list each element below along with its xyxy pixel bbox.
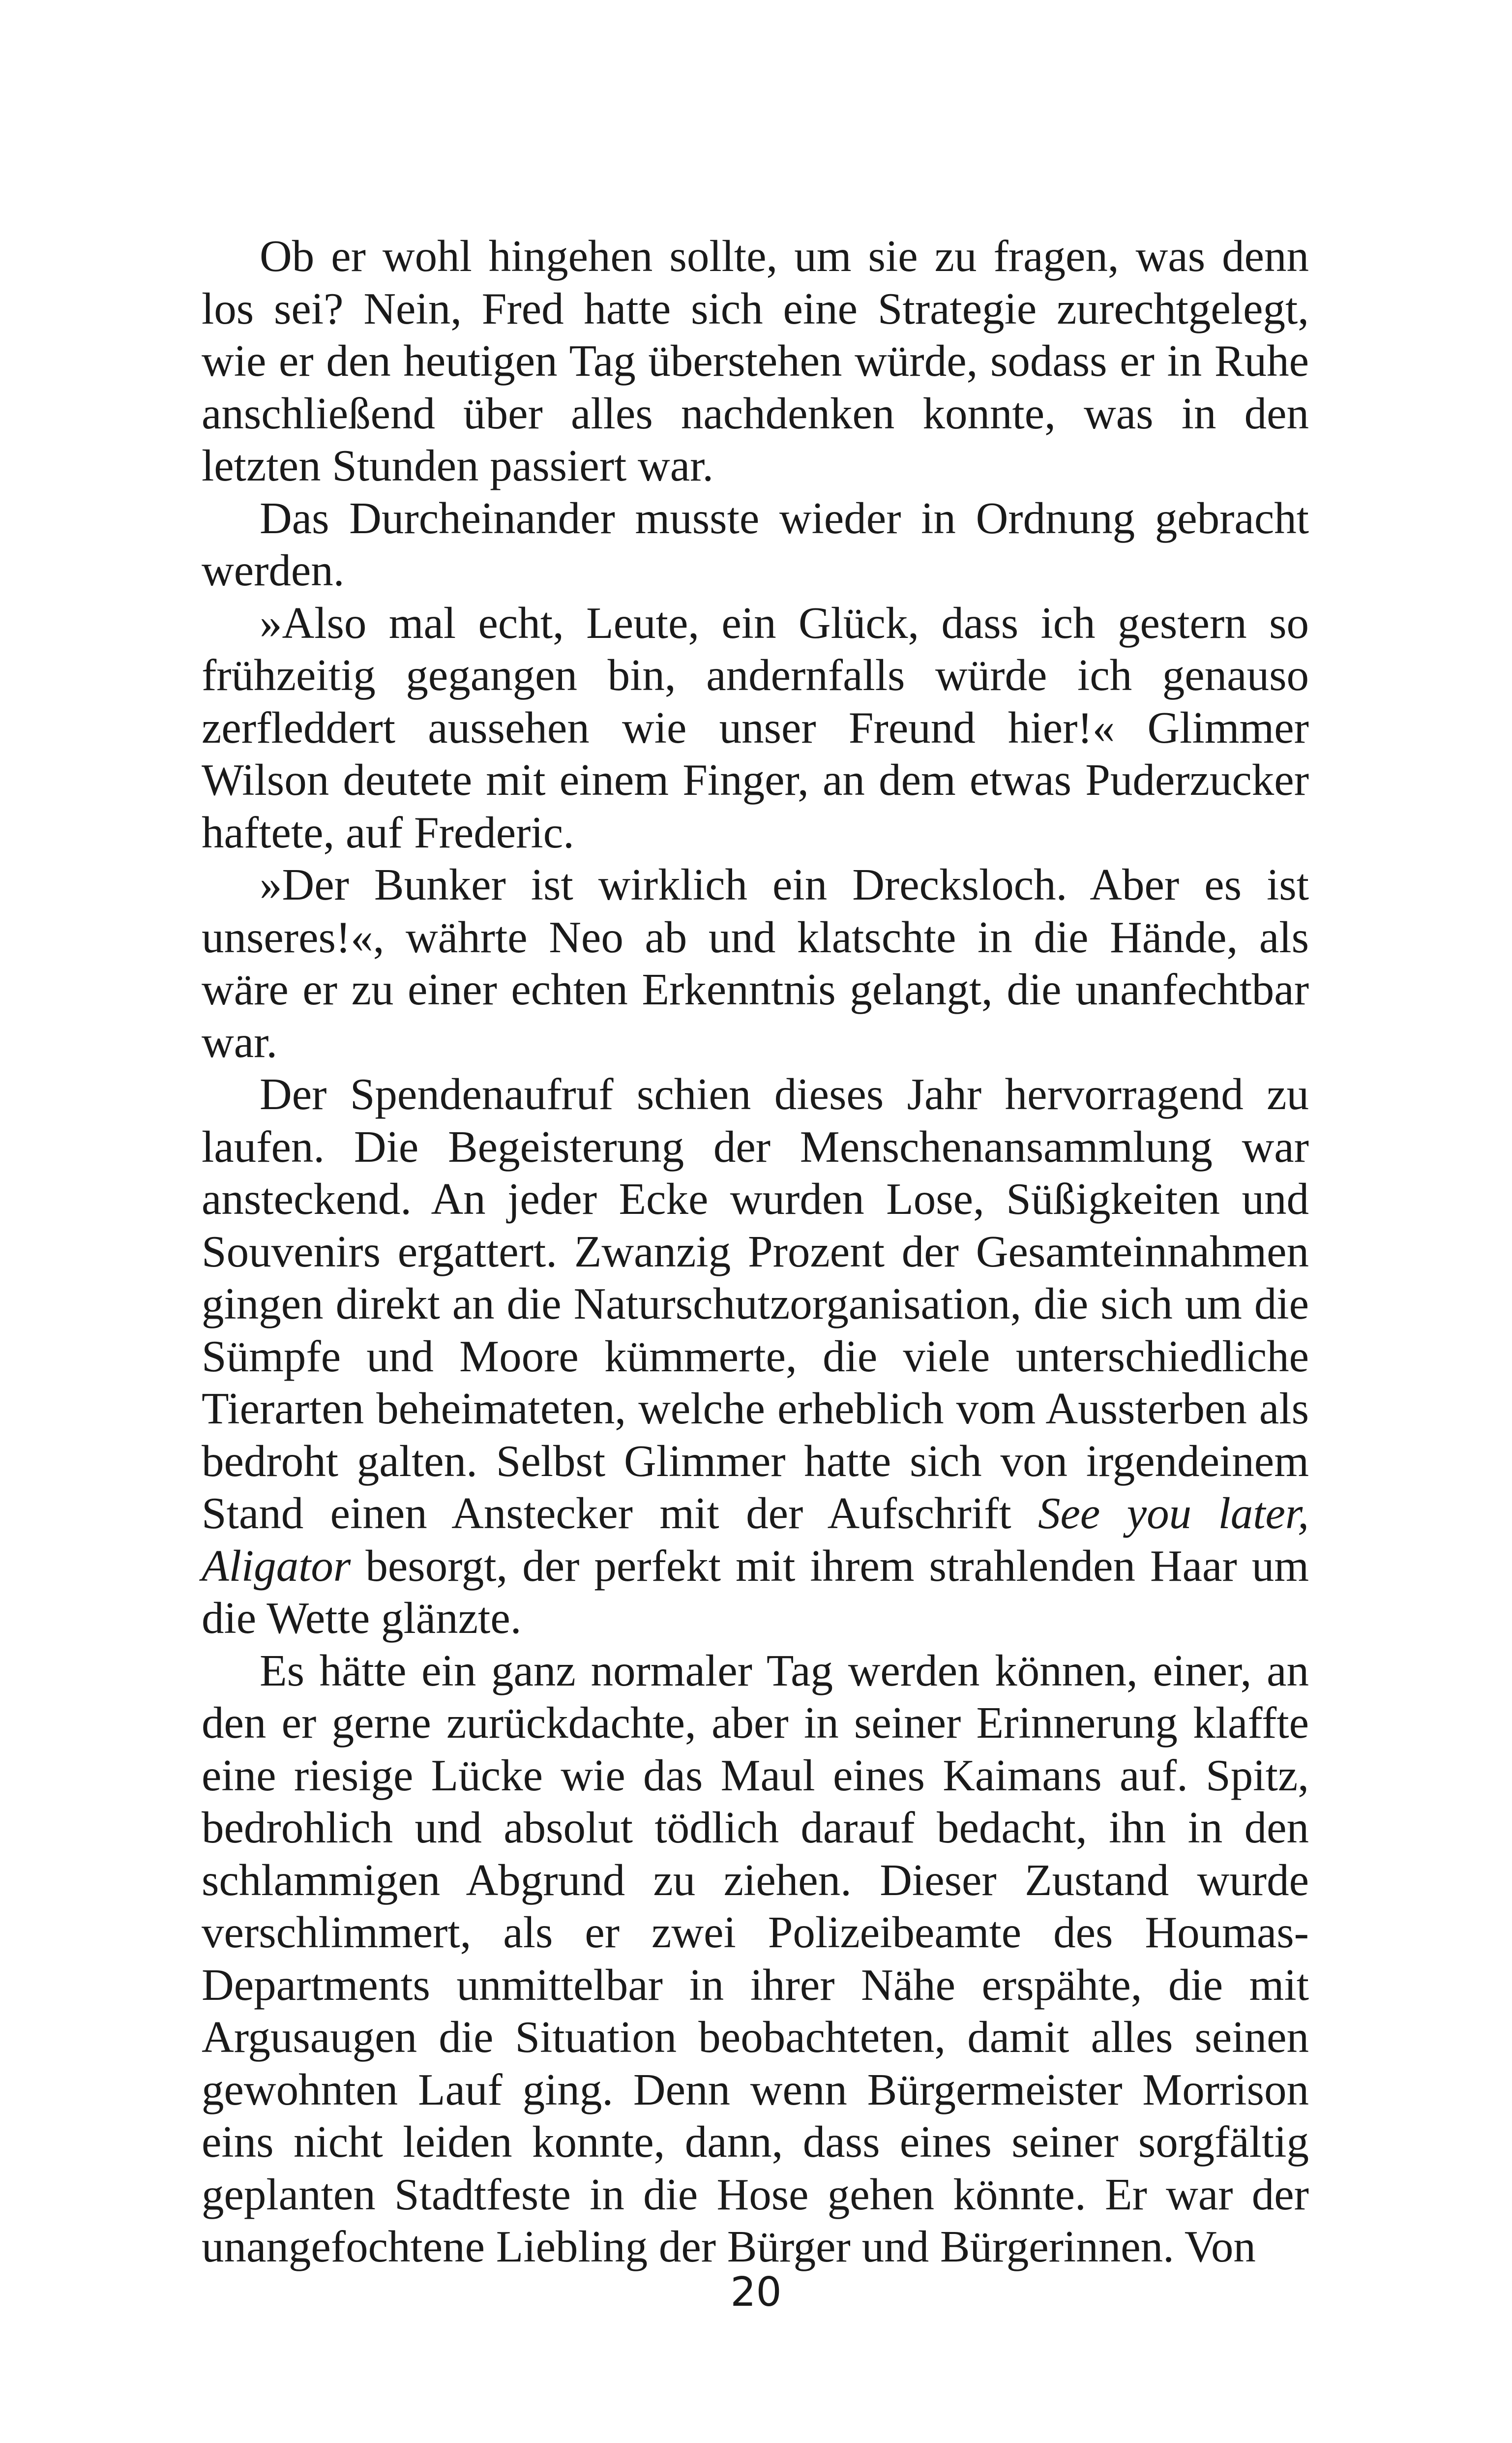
paragraph-5: [202, 1068, 1309, 1645]
paragraph-5-italic-phrase: See you later, Aligator: [202, 1488, 1309, 1591]
paragraph-1: Ob er wohl hingehen sollte, um sie zu fragen, was denn los sei? Nein, Fred hatte sich eine Strategie zurechtgelegt, wie er den heutigen Tag überstehen würde, sodass er in Ruhe anschließend über alles nachdenken konnte, was in den letzten Stunden passiert war.: [202, 231, 1309, 490]
body-text: [202, 230, 1309, 2273]
paragraph-6: Es hätte ein ganz normaler Tag werden können, einer, an den er gerne zurückdachte, aber in seiner Erinnerung klaffte eine riesige Lücke wie das Maul eines Kaimans auf. Spitz, bedrohlich und absolut tödlich darauf bedacht, ihn in den schlammigen Abgrund zu ziehen. Dieser Zustand wurde verschlimmert, als er zwei Polizeibeamte des Houmas-Departments unmittelbar in ihrer Nähe erspähte, die mit Argusaugen die Situation beobachteten, damit alles seinen gewohnten Lauf ging. Denn wenn Bürgermeister Morrison eins nicht leiden konnte, dann, dass eines seiner sorgfältig geplanten Stadtfeste in die Hose gehen könnte. Er war der unangefochtene Liebling der Bürger und Bürgerinnen. Von: [202, 1645, 1309, 2271]
paragraph-2: Das Durcheinander musste wieder in Ordnung gebracht werden.: [202, 493, 1309, 595]
paragraph-5-text-before: Der Spendenaufruf schien dieses Jahr hervorragend zu laufen. Die Begeisterung der Menschenansammlung war ansteckend. An jeder Ecke wurden Lose, Süßigkeiten und Souvenirs ergattert. Zwanzig Prozent der Gesamteinnahmen gingen direkt an die Naturschutzorganisation, die sich um die Sümpfe und Moore kümmerte, die viele unterschiedliche Tierarten beheimateten, welche erheblich vom Aussterben als bedroht galten. Selbst Glimmer hatte sich von irgendeinem Stand einen Anstecker mit der Aufschrift: [202, 1069, 1309, 1538]
paragraph-5-text-after: besorgt, der perfekt mit ihrem strahlenden Haar um die Wette glänzte.: [202, 1540, 1309, 1643]
paragraph-4: »Der Bunker ist wirklich ein Drecksloch. Aber es ist unseres!«, währte Neo ab und klatschte in die Hände, als wäre er zu einer echten Erkenntnis gelangt, die unanfechtbar war.: [202, 860, 1309, 1067]
page-number: 20: [730, 2269, 782, 2316]
paragraph-3: »Also mal echt, Leute, ein Glück, dass ich gestern so frühzeitig gegangen bin, andernfalls würde ich genauso zerfleddert aussehen wie unser Freund hier!« Glimmer Wilson deutete mit einem Finger, an dem etwas Puderzucker haftete, auf Frederic.: [202, 598, 1309, 857]
